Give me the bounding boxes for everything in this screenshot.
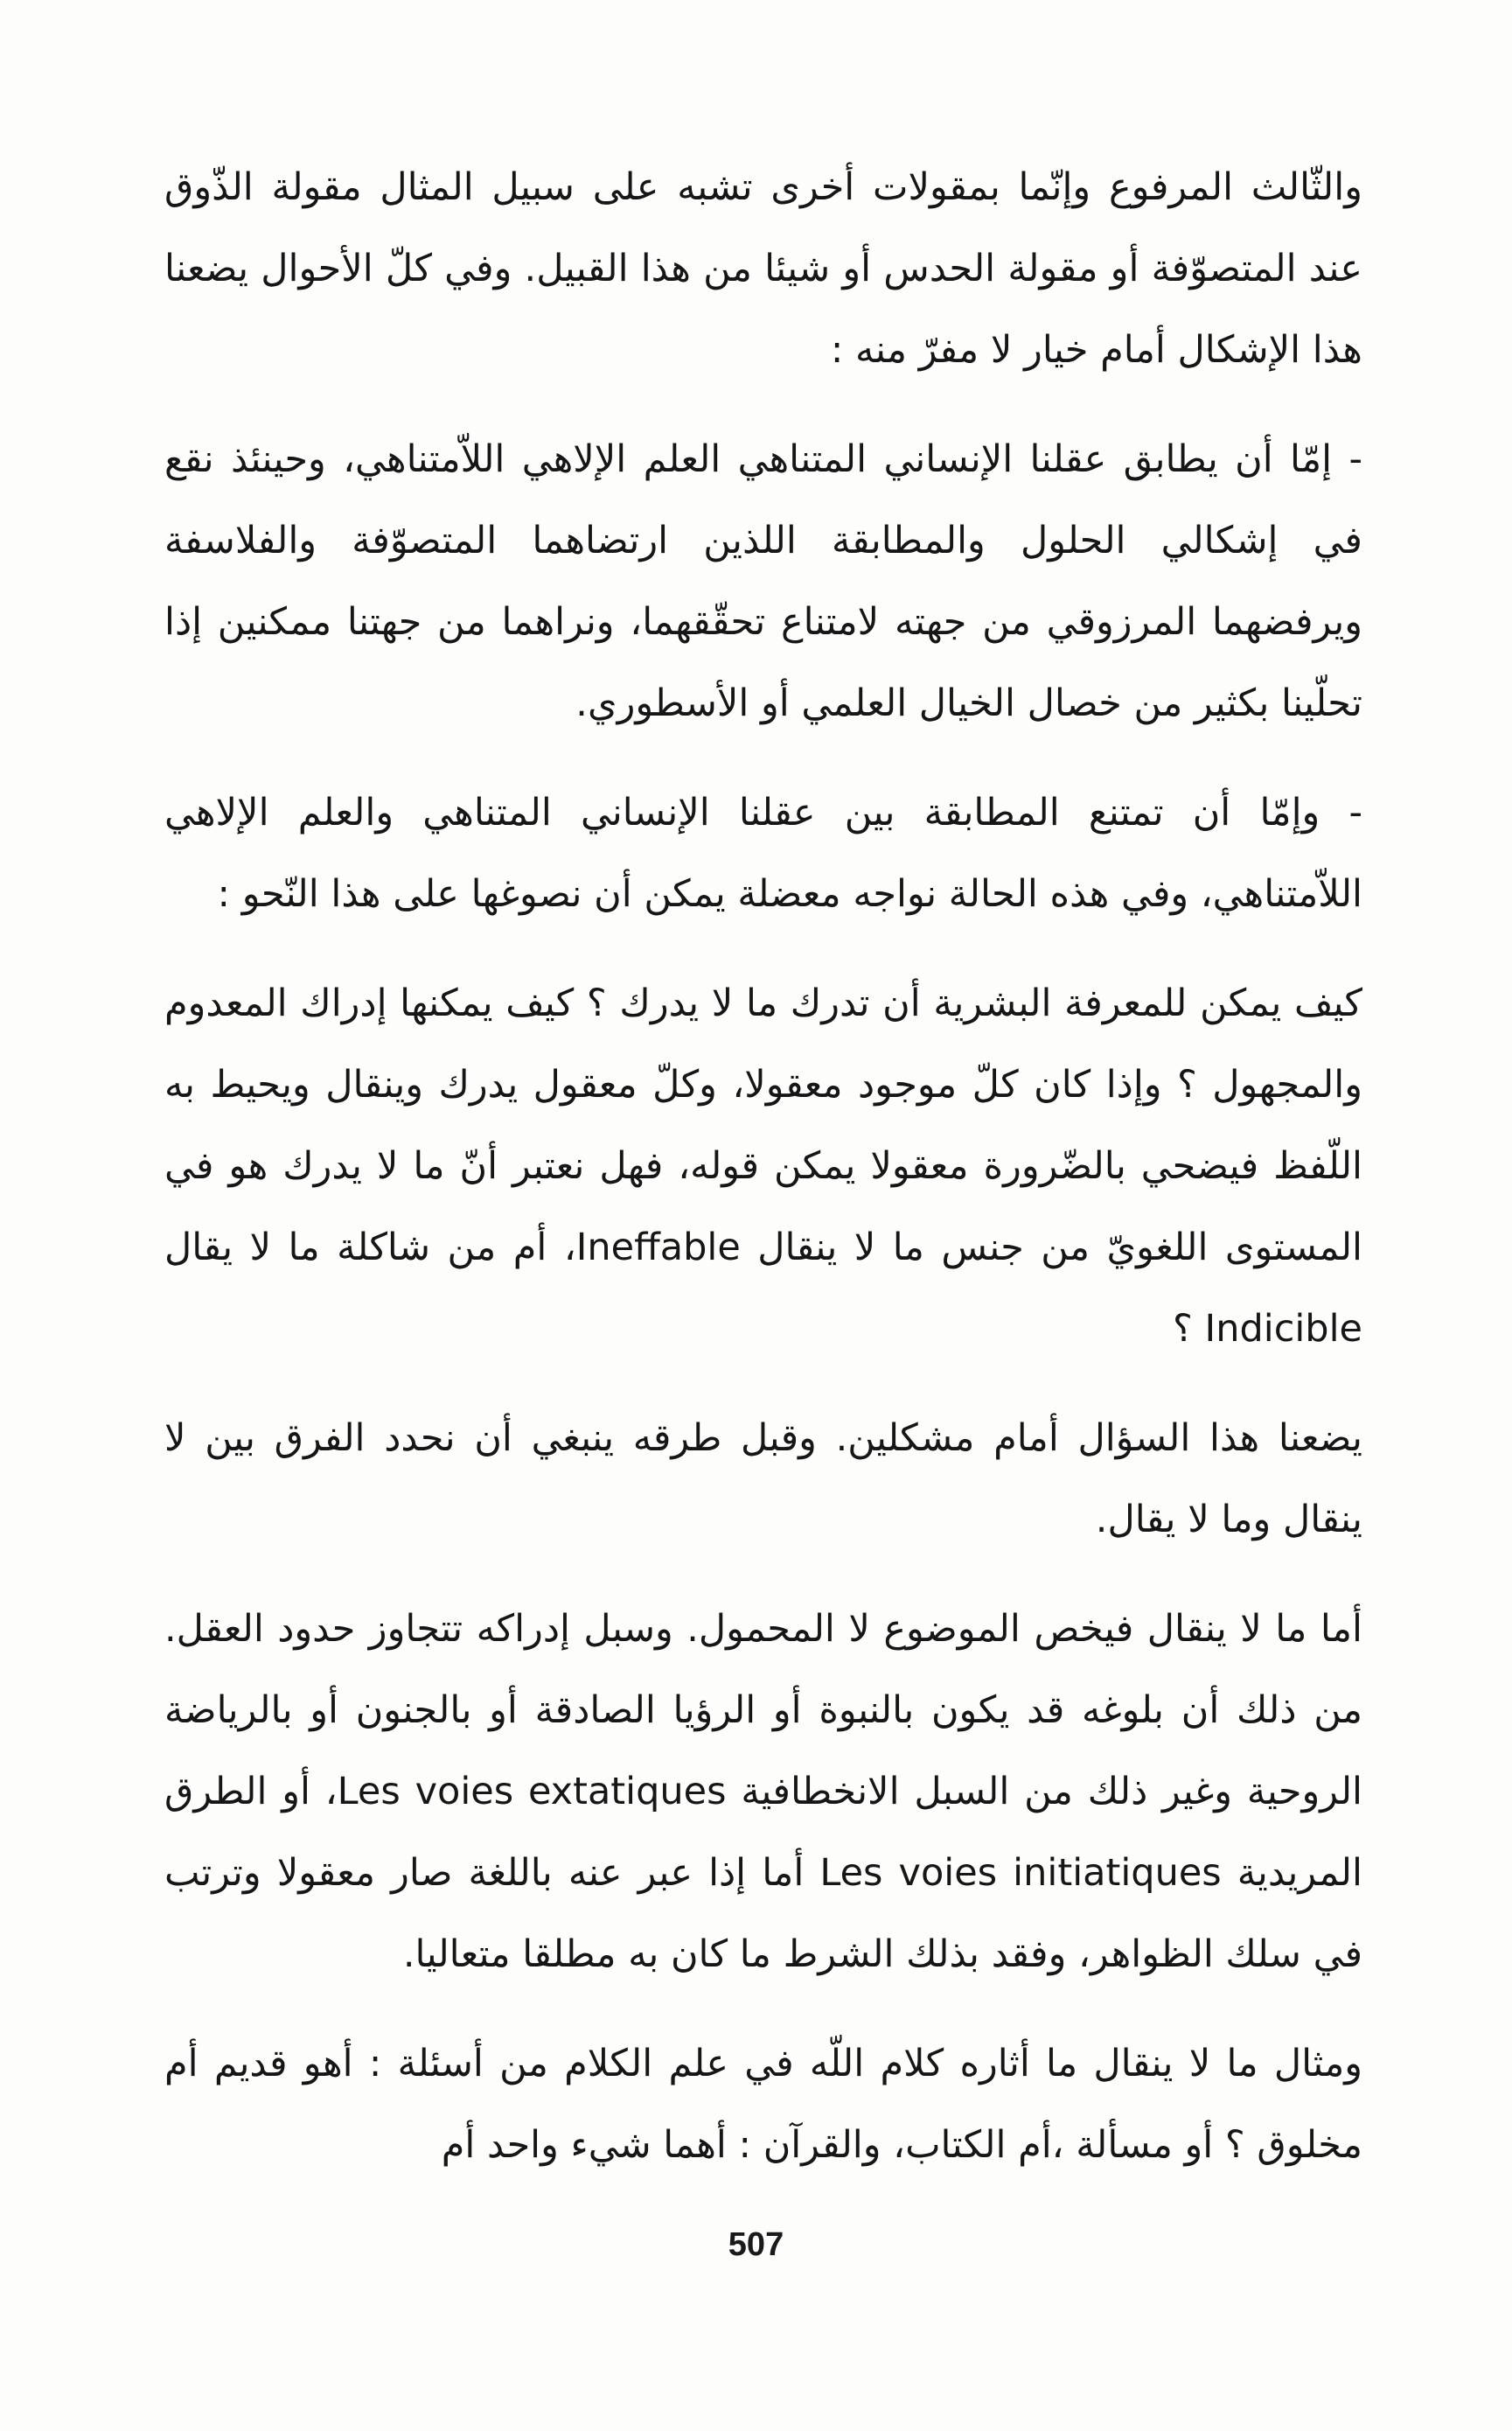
page-number: 507 <box>728 2226 784 2263</box>
paragraph-5: يضعنا هذا السؤال أمام مشكلين. وقبل طرقه ينبغي أن نحدد الفرق بين لا ينقال وما لا يقال. <box>164 1416 1362 1541</box>
paragraph-1: والثّالث المرفوع وإنّما بمقولات أخرى تشبه على سبيل المثال مقولة الذّوق عند المتصوّفة أو مقولة الحدس أو شيئا من هذا القبيل. وفي كلّ الأحوال يضعنا هذا الإشكال أمام خيار لا مفرّ منه : <box>164 165 1362 372</box>
paragraph-4: كيف يمكن للمعرفة البشرية أن تدرك ما لا يدرك ؟ كيف يمكنها إدراك المعدوم والمجهول ؟ وإذا كان كلّ موجود معقولا، وكلّ معقول يدرك وينقال ويحيط به اللّفظ فيضحي بالضّرورة معقولا يمكن قوله، فهل نعتبر أنّ ما لا يدرك هو في المستوى اللغويّ من جنس ما لا ينقال Ineffable، أم من شاكلة ما لا يقال Indicible ؟ <box>164 981 1362 1351</box>
paragraph-6: أما ما لا ينقال فيخص الموضوع لا المحمول. وسبل إدراكه تتجاوز حدود العقل. من ذلك أن بلوغه قد يكون بالنبوة أو الرؤيا الصادقة أو بالجنون أو بالرياضة الروحية وغير ذلك من السبل الانخطافية Les voies extatiques، أو الطرق المريدية Les voies initiatiques أما إذا عبر عنه باللغة صار معقولا وترتب في سلك الظواهر، وفقد بذلك الشرط ما كان به مطلقا متعاليا. <box>164 1607 1362 1976</box>
paragraph-3: - وإمّا أن تمتنع المطابقة بين عقلنا الإنساني المتناهي والعلم الإلاهي اللاّمتناهي، وفي هذه الحالة نواجه معضلة يمكن أن نصوغها على هذا النّحو : <box>164 791 1362 916</box>
paragraph-2: - إمّا أن يطابق عقلنا الإنساني المتناهي العلم الإلاهي اللاّمتناهي، وحينئذ نقع في إشكالي الحلول والمطابقة اللذين ارتضاهما المتصوّفة والفلاسفة ويرفضهما المرزوقي من جهته لامتناع تحقّقهما، ونراهما من جهتنا ممكنين إذا تحلّينا بكثير من خصال الخيال العلمي أو الأسطوري. <box>164 437 1362 725</box>
body-text <box>164 147 1362 2186</box>
paragraph-7: ومثال ما لا ينقال ما أثاره كلام اللّه في علم الكلام من أسئلة : أهو قديم أم مخلوق ؟ أو مسألة ،أم الكتاب، والقرآن : أهما شيء واحد أم <box>164 2042 1362 2167</box>
